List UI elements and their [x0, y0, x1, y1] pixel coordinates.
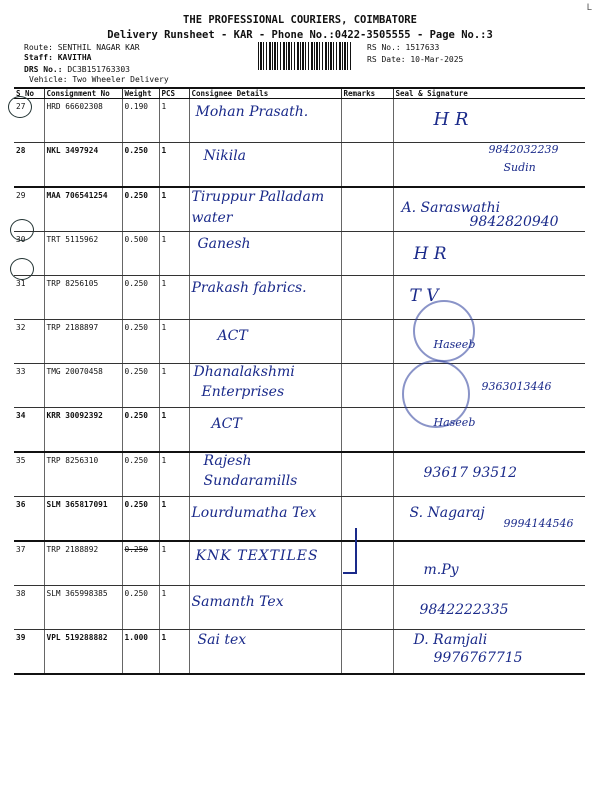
signature-handwriting: Haseeb: [433, 416, 476, 429]
signature-cell: [393, 630, 585, 675]
weight-cell: 0.500: [122, 232, 159, 276]
barcode-image: [258, 42, 353, 70]
consignee-cell: [189, 408, 341, 453]
consignment-cell: TRP 8256105: [44, 276, 122, 320]
signature-handwriting-2: 9842820940: [469, 214, 559, 230]
corner-mark: L: [586, 3, 592, 13]
pcs-cell: 1: [159, 99, 189, 143]
pcs-cell: 1: [159, 541, 189, 586]
signature-cell: [393, 143, 585, 188]
sno-cell: 28: [14, 143, 44, 188]
rs-number: [367, 43, 439, 52]
runsheet-subtitle: Delivery Runsheet - KAR - Phone No.:0422-3505555 - Page No.:3: [107, 29, 493, 41]
col-header-pcs: PCS: [159, 88, 189, 99]
signature-handwriting: D. Ramjali: [413, 632, 488, 648]
consignee-cell: [189, 232, 341, 276]
consignment-cell: MAA 706541254: [44, 187, 122, 232]
sno-cell: 38: [14, 586, 44, 630]
sno-cell: 33: [14, 364, 44, 408]
signature-handwriting: 9363013446: [481, 380, 552, 393]
vehicle-label: Vehicle:: [29, 75, 68, 84]
pcs-cell: 1: [159, 364, 189, 408]
table-row: [14, 541, 585, 586]
remarks-cell: [341, 320, 393, 364]
sno-cell: 37: [14, 541, 44, 586]
signature-handwriting: Haseeb: [433, 338, 476, 351]
consignment-cell: KRR 30092392: [44, 408, 122, 453]
consignee-cell: [189, 364, 341, 408]
consignee-handwriting: Ganesh: [197, 236, 251, 252]
consignee-handwriting-2: Sundaramills: [203, 473, 298, 489]
consignee-handwriting: Rajesh: [203, 453, 252, 469]
table-row: [14, 320, 585, 364]
remarks-cell: [341, 187, 393, 232]
weight-cell: 0.250: [122, 187, 159, 232]
remarks-cell: [341, 364, 393, 408]
weight-cell: 0.250: [122, 408, 159, 453]
sno-cell: 34: [14, 408, 44, 453]
weight-cell: 0.250: [122, 364, 159, 408]
consignment-cell: TRP 8256310: [44, 452, 122, 497]
signature-handwriting-2: 9976767715: [433, 650, 523, 666]
weight-cell: 0.250: [122, 276, 159, 320]
drs-value: DC3B151763303: [67, 65, 130, 74]
table-row: [14, 630, 585, 675]
rs-date-label: RS Date:: [367, 55, 406, 64]
consignee-cell: [189, 276, 341, 320]
rs-no-label: RS No.:: [367, 43, 401, 52]
table-row: [14, 408, 585, 453]
sno-cell: 32: [14, 320, 44, 364]
signature-handwriting: S. Nagaraj: [409, 505, 485, 521]
consignee-cell: [189, 452, 341, 497]
pcs-cell: 1: [159, 408, 189, 453]
pcs-cell: 1: [159, 630, 189, 675]
sno-circle-mark: [10, 219, 34, 241]
consignee-handwriting: Prakash fabrics.: [191, 280, 307, 296]
pcs-cell: 1: [159, 276, 189, 320]
remarks-cell: [341, 408, 393, 453]
consignee-cell: [189, 143, 341, 188]
company-title: THE PROFESSIONAL COURIERS, COIMBATORE: [183, 14, 417, 26]
signature-handwriting: H R: [413, 244, 447, 264]
weight-cell: 0.250: [122, 320, 159, 364]
consignee-handwriting: Lourdumatha Tex: [191, 505, 317, 521]
staff-label: Staff:: [24, 53, 53, 62]
weight-cell: 1.000: [122, 630, 159, 675]
remarks-cell: [341, 452, 393, 497]
weight-cell: 0.250: [122, 586, 159, 630]
weight-cell: 0.250: [122, 143, 159, 188]
weight-cell: 0.190: [122, 99, 159, 143]
route-value: SENTHIL NAGAR KAR: [57, 43, 140, 52]
table-row: [14, 187, 585, 232]
signature-cell: [393, 586, 585, 630]
company-seal-stamp: [413, 300, 475, 362]
signature-handwriting: 9842222335: [419, 602, 509, 618]
col-header-sno: S No: [14, 88, 44, 99]
weight-cell: 0.250: [122, 452, 159, 497]
signature-handwriting: m.Py: [423, 562, 459, 578]
signature-handwriting: T V: [409, 286, 439, 306]
table-row: [14, 232, 585, 276]
signature-cell: [393, 497, 585, 542]
sno-cell: 31: [14, 276, 44, 320]
consignee-cell: [189, 541, 341, 586]
vehicle-line: [29, 74, 169, 85]
consignee-handwriting: Nikila: [203, 148, 247, 164]
weight-cell: [122, 541, 159, 586]
signature-cell: [393, 452, 585, 497]
staff-value: KAVITHA: [57, 53, 92, 62]
consignment-cell: TMG 20070458: [44, 364, 122, 408]
consignee-handwriting: Sai tex: [197, 632, 247, 648]
staff-line: [24, 52, 91, 63]
signature-cell: [393, 187, 585, 232]
sno-cell: 36: [14, 497, 44, 542]
consignee-handwriting: ACT: [217, 328, 248, 344]
pcs-cell: 1: [159, 452, 189, 497]
consignee-cell: [189, 630, 341, 675]
consignment-cell: NKL 3497924: [44, 143, 122, 188]
consignee-cell: [189, 187, 341, 232]
pcs-cell: 1: [159, 187, 189, 232]
sno-circle-mark: [10, 258, 34, 280]
sno-cell: 29: [14, 187, 44, 232]
vehicle-value: Two Wheeler Delivery: [72, 75, 169, 84]
remarks-cell: [341, 143, 393, 188]
signature-handwriting: 9842032239: [488, 143, 559, 156]
signature-handwriting-2: 9994144546: [503, 517, 574, 530]
signature-cell: [393, 232, 585, 276]
consignee-cell: [189, 586, 341, 630]
consignee-cell: [189, 320, 341, 364]
table-row: [14, 99, 585, 143]
sno-cell: 39: [14, 630, 44, 675]
col-header-signature: Seal & Signature: [393, 88, 585, 99]
remarks-cell: [341, 99, 393, 143]
route-label: Route:: [24, 43, 53, 52]
sno-cell: 30: [14, 232, 44, 276]
remarks-cell: [341, 586, 393, 630]
consignee-handwriting: Mohan Prasath.: [195, 104, 309, 120]
signature-handwriting: 93617 93512: [423, 465, 518, 481]
consignee-handwriting: KNK TEXTILES: [195, 548, 319, 564]
table-row: [14, 364, 585, 408]
table-header-row: [14, 88, 585, 99]
consignment-cell: SLM 365817091: [44, 497, 122, 542]
sno-cell: 35: [14, 452, 44, 497]
signature-handwriting: H R: [433, 109, 469, 130]
weight-value-struck: 0.250: [124, 545, 148, 554]
col-header-consignment: Consignment No: [44, 88, 122, 99]
col-header-remarks: Remarks: [341, 88, 393, 99]
signature-handwriting-2: Sudin: [503, 161, 536, 174]
consignment-cell: HRD 66602308: [44, 99, 122, 143]
table-row: [14, 586, 585, 630]
rs-date-value: 10-Mar-2025: [410, 55, 464, 64]
signature-cell: [393, 541, 585, 586]
remarks-cell: [341, 232, 393, 276]
consignment-cell: TRT 5115962: [44, 232, 122, 276]
rs-no-value: 1517633: [405, 43, 440, 52]
consignment-cell: TRP 2188897: [44, 320, 122, 364]
table-row: [14, 276, 585, 320]
consignee-handwriting: ACT: [211, 416, 242, 432]
consignee-handwriting: Tiruppur Palladam: [191, 189, 325, 205]
consignment-cell: TRP 2188892: [44, 541, 122, 586]
col-header-weight: Weight: [122, 88, 159, 99]
table-row: [14, 497, 585, 542]
consignee-handwriting-2: water: [191, 210, 233, 226]
company-seal-stamp: [402, 360, 470, 428]
runsheet-table: [14, 87, 585, 675]
pcs-cell: 1: [159, 143, 189, 188]
consignee-cell: [189, 99, 341, 143]
consignee-handwriting: Dhanalakshmi: [193, 364, 295, 380]
table-row: [14, 452, 585, 497]
consignee-handwriting-2: Enterprises: [201, 384, 285, 400]
remarks-cell: [341, 630, 393, 675]
pcs-cell: 1: [159, 232, 189, 276]
weight-cell: 0.250: [122, 497, 159, 542]
rs-date: [367, 55, 463, 64]
table-row: [14, 143, 585, 188]
pcs-cell: 1: [159, 497, 189, 542]
consignment-cell: VPL 519288882: [44, 630, 122, 675]
pcs-cell: 1: [159, 586, 189, 630]
drs-label: DRS No.:: [24, 65, 63, 74]
col-header-consignee: Consignee Details: [189, 88, 341, 99]
remarks-bracket-mark: [343, 528, 357, 574]
signature-cell: [393, 99, 585, 143]
pcs-cell: 1: [159, 320, 189, 364]
consignment-cell: SLM 365998385: [44, 586, 122, 630]
remarks-cell: [341, 276, 393, 320]
sno-cell: 27: [14, 99, 44, 143]
signature-handwriting: A. Saraswathi: [401, 200, 501, 216]
consignee-handwriting: Samanth Tex: [191, 594, 284, 610]
sno-circle-mark: [8, 96, 32, 118]
consignee-cell: [189, 497, 341, 542]
